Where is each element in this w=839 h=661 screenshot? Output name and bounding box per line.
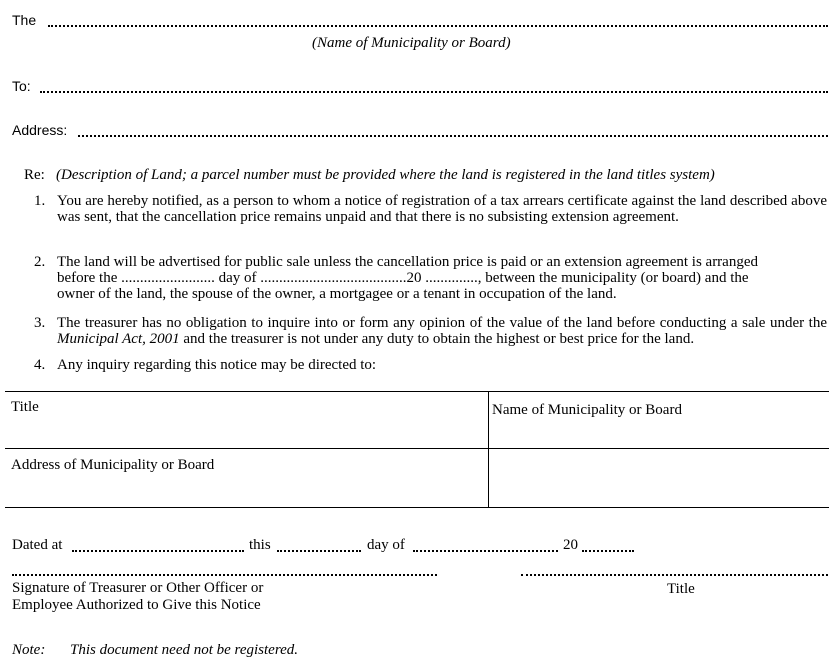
- address-label: Address:: [12, 122, 68, 138]
- to-label: To:: [12, 78, 31, 94]
- re-description: (Description of Land; a parcel number must be provided where the land is registered in the land titles system): [56, 167, 715, 183]
- table-middle-border: [5, 448, 829, 449]
- item-2-line-3: owner of the land, the spouse of the owner, a mortgagee or a tenant in occupation of the land.: [57, 286, 617, 302]
- address-field[interactable]: [78, 135, 828, 137]
- item-4-number: 4.: [34, 357, 46, 373]
- table-address-label: Address of Municipality or Board: [11, 457, 215, 473]
- table-title-label: Title: [11, 399, 39, 415]
- signer-title-field[interactable]: [521, 574, 828, 576]
- dated-at-field[interactable]: [72, 550, 244, 552]
- item-2-line-2: before the ......................... day of .......................................20 .............., between the municipality (or board) and the: [57, 270, 749, 286]
- item-2-line-1: The land will be advertised for public sale unless the cancellation price is paid or an extension agreement is arranged: [57, 254, 758, 270]
- municipality-name-field[interactable]: [48, 25, 828, 27]
- month-field[interactable]: [413, 550, 558, 552]
- item-3-text: The treasurer has no obligation to inquire into or form any opinion of the value of the land before conducting a sale under the Municipal Act, 2001 and the treasurer is not under any duty to obtain the highest or best price for the land.: [57, 315, 827, 347]
- year-label: 20: [563, 537, 578, 553]
- table-bottom-border: [5, 507, 829, 508]
- signature-caption-line-1: Signature of Treasurer or Other Officer or: [12, 580, 264, 596]
- item-1-number: 1.: [34, 193, 46, 209]
- name-caption: (Name of Municipality or Board): [312, 35, 511, 51]
- to-field[interactable]: [40, 91, 828, 93]
- table-top-border: [5, 391, 829, 392]
- table-column-divider: [488, 391, 489, 508]
- this-label: this: [249, 537, 271, 553]
- note-text: This document need not be registered.: [70, 642, 299, 658]
- item-1-text: You are hereby notified, as a person to whom a notice of registration of a tax arrears certificate against the land described above was sent, that the cancellation price remains unpaid and that there is no subsisting extension agreement.: [57, 193, 827, 225]
- item-2-number: 2.: [34, 254, 46, 270]
- note-label: Note:: [12, 642, 46, 658]
- year-field[interactable]: [582, 550, 634, 552]
- day-of-label: day of: [367, 537, 405, 553]
- item-3-number: 3.: [34, 315, 46, 331]
- signature-caption-line-2: Employee Authorized to Give this Notice: [12, 597, 261, 613]
- signer-title-label: Title: [667, 581, 695, 597]
- table-name-label: Name of Municipality or Board: [492, 402, 682, 418]
- re-label: Re:: [24, 167, 45, 183]
- dated-at-label: Dated at: [12, 537, 63, 553]
- the-label: The: [12, 12, 37, 28]
- act-name: Municipal Act, 2001: [57, 331, 180, 347]
- item-4-text: Any inquiry regarding this notice may be directed to:: [57, 357, 377, 373]
- signature-field[interactable]: [12, 574, 437, 576]
- day-field[interactable]: [277, 550, 361, 552]
